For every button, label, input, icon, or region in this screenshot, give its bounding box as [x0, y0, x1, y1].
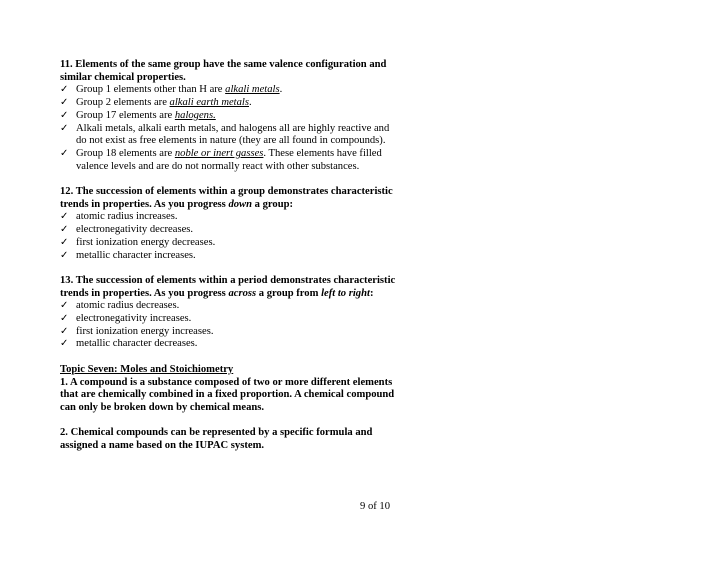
checkmark-icon: ✓ [60, 109, 69, 121]
section-11-list [60, 84, 400, 173]
item-text: . [279, 84, 283, 96]
heading-text: : [369, 287, 374, 299]
heading-emphasis: down [228, 198, 253, 210]
section-13-heading [60, 275, 400, 300]
page-number: 9 of 10 [360, 501, 391, 512]
topic-paragraph-2: 2. Chemical compounds can be represented by a specific formula and assigned a name based on the IUPAC system. [60, 427, 373, 452]
checkmark-icon: ✓ [60, 122, 69, 134]
item-term: halogens. [174, 109, 216, 121]
topic-title: Topic Seven: Moles and Stoichiometry [60, 363, 234, 375]
item-text: metallic character increases. [76, 249, 196, 261]
section-13 [60, 275, 400, 351]
checkmark-icon: ✓ [60, 147, 69, 159]
list-item [60, 123, 400, 148]
checkmark-icon: ✓ [60, 97, 69, 109]
item-text: electronegativity increases. [76, 313, 192, 325]
item-text: electronegativity decreases. [76, 224, 194, 236]
list-item [60, 313, 400, 326]
item-text: Group 2 elements are [76, 97, 170, 109]
section-11-heading: 11. Elements of the same group have the same valence configuration and similar chemical properties. [60, 59, 387, 83]
list-item [60, 300, 400, 313]
item-term: noble or inert gasses [174, 147, 264, 159]
item-text: Alkali metals, alkali earth metals, and halogens all are highly reactive and do not exist as free elements in nature (they are all found in compounds). [76, 122, 390, 147]
list-item [60, 84, 400, 97]
item-text: Group 1 elements other than H are [76, 84, 226, 96]
list-item [60, 338, 400, 351]
item-text: . [249, 97, 252, 109]
topic-seven [60, 364, 400, 415]
topic-seven-2 [60, 427, 400, 452]
list-item [60, 237, 400, 250]
item-text: first ionization energy decreases. [76, 236, 216, 248]
checkmark-icon: ✓ [60, 224, 69, 236]
checkmark-icon: ✓ [60, 300, 69, 312]
checkmark-icon: ✓ [60, 338, 69, 350]
section-12-list [60, 211, 400, 262]
heading-emphasis: left to right [321, 287, 370, 299]
list-item [60, 211, 400, 224]
list-item [60, 97, 400, 110]
list-item [60, 250, 400, 263]
checkmark-icon: ✓ [60, 236, 69, 248]
checkmark-icon: ✓ [60, 313, 69, 325]
section-12 [60, 186, 400, 262]
item-text: Group 18 elements are [76, 147, 175, 159]
list-item [60, 326, 400, 339]
section-12-heading [60, 186, 400, 211]
item-term: alkali metals [225, 84, 280, 96]
list-item [60, 110, 400, 123]
item-text: Group 17 elements are [76, 109, 175, 121]
checkmark-icon: ✓ [60, 84, 69, 96]
item-term: alkali earth metals [169, 97, 249, 109]
list-item [60, 148, 400, 173]
item-text: . These elements have filled valence levels and are do not normally react with other substances. [76, 147, 382, 172]
heading-text: 12. The succession of elements within a group demonstrates characteristic trends in properties. As you progress [60, 186, 393, 210]
item-text: atomic radius decreases. [76, 300, 180, 312]
list-item [60, 224, 400, 237]
item-text: metallic character decreases. [76, 338, 198, 350]
checkmark-icon: ✓ [60, 249, 69, 261]
heading-emphasis: across [228, 287, 257, 299]
checkmark-icon: ✓ [60, 211, 69, 223]
item-text: atomic radius increases. [76, 211, 178, 223]
section-11 [60, 59, 400, 173]
item-text: first ionization energy increases. [76, 325, 214, 337]
section-13-list [60, 300, 400, 351]
topic-paragraph-1: 1. A compound is a substance composed of two or more different elements that are chemically combined in a fixed proportion. A chemical compound can only be broken down by chemical means. [60, 376, 395, 413]
heading-text: 13. The succession of elements within a period demonstrates characteristic trends in properties. As you progress [60, 274, 396, 299]
heading-text: a group from [256, 287, 322, 299]
document-body [60, 59, 400, 465]
checkmark-icon: ✓ [60, 325, 69, 337]
heading-text: a group: [252, 198, 294, 210]
